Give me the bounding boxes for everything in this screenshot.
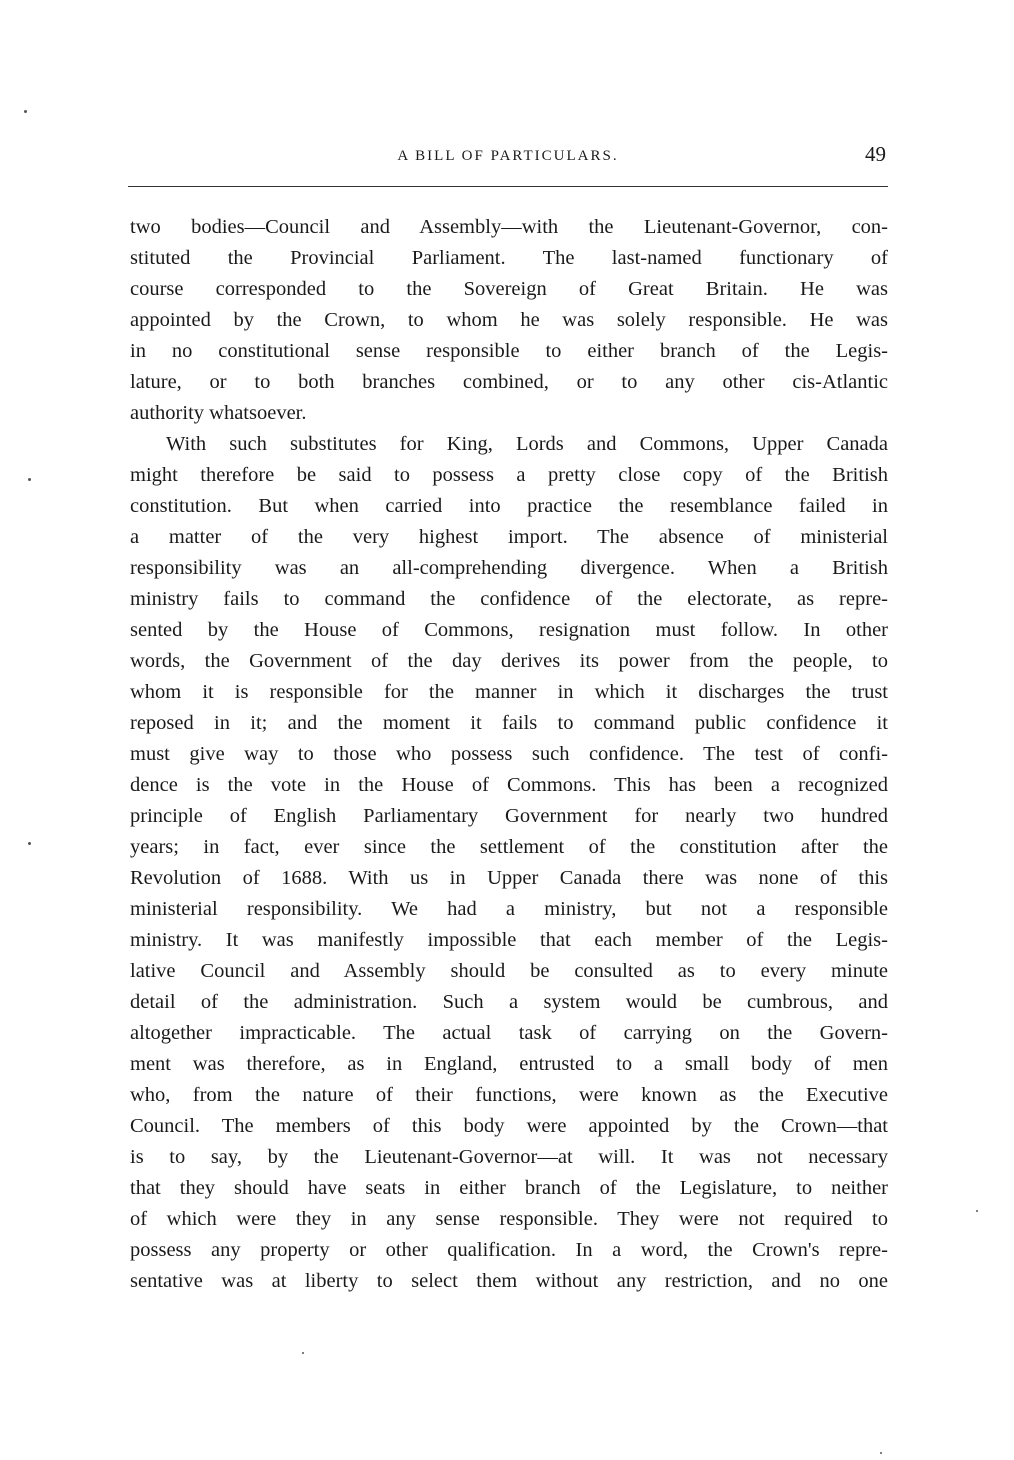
text-line: two bodies—Council and Assembly—with the Lieutenant-Governor, con- [130, 216, 888, 238]
text-line: is to say, by the Lieutenant-Governor—at will. It was not necessary [130, 1146, 888, 1168]
running-head [128, 142, 888, 172]
text-line: authority whatsoever. [130, 402, 307, 424]
text-line: ministry fails to command the confidence of the electorate, as repre- [130, 588, 888, 610]
header-rule [128, 186, 888, 187]
text-line: who, from the nature of their functions, were known as the Executive [130, 1084, 888, 1106]
text-line: ministry. It was manifestly impossible that each member of the Legis- [130, 929, 888, 951]
scan-speck [28, 478, 31, 481]
text-line: Council. The members of this body were appointed by the Crown—that [130, 1115, 888, 1137]
text-line: altogether impracticable. The actual task of carrying on the Govern- [130, 1022, 888, 1044]
scan-speck [28, 842, 31, 845]
text-line: ministerial responsibility. We had a ministry, but not a responsible [130, 898, 888, 920]
text-line: whom it is responsible for the manner in which it discharges the trust [130, 681, 888, 703]
paragraph-2 [130, 429, 888, 1297]
text-line: a matter of the very highest import. The absence of ministerial [130, 526, 888, 548]
text-line: of which were they in any sense responsible. They were not required to [130, 1208, 888, 1230]
running-title: A BILL OF PARTICULARS. [397, 148, 619, 164]
scan-speck [976, 1210, 978, 1212]
text-line: must give way to those who possess such confidence. The test of confi- [130, 743, 888, 765]
text-line: ment was therefore, as in England, entrusted to a small body of men [130, 1053, 888, 1075]
text-line: words, the Government of the day derives its power from the people, to [130, 650, 888, 672]
text-line: possess any property or other qualification. In a word, the Crown's repre- [130, 1239, 888, 1261]
text-line: in no constitutional sense responsible to either branch of the Legis- [130, 340, 888, 362]
scan-speck [302, 1352, 304, 1354]
text-line: that they should have seats in either branch of the Legislature, to neither [130, 1177, 888, 1199]
text-line: appointed by the Crown, to whom he was solely responsible. He was [130, 309, 888, 331]
text-line: lature, or to both branches combined, or to any other cis-Atlantic [130, 371, 888, 393]
text-line: detail of the administration. Such a system would be cumbrous, and [130, 991, 888, 1013]
body-text [130, 212, 888, 1297]
text-line: With such substitutes for King, Lords and Commons, Upper Canada [166, 433, 888, 455]
text-line: constitution. But when carried into practice the resemblance failed in [130, 495, 888, 517]
text-line: course corresponded to the Sovereign of Great Britain. He was [130, 278, 888, 300]
text-line: sentative was at liberty to select them without any restriction, and no one [130, 1270, 888, 1292]
text-line: might therefore be said to possess a pretty close copy of the British [130, 464, 888, 486]
text-line: responsibility was an all-comprehending divergence. When a British [130, 557, 888, 579]
text-line: Revolution of 1688. With us in Upper Canada there was none of this [130, 867, 888, 889]
text-line: sented by the House of Commons, resignation must follow. In other [130, 619, 888, 641]
text-line: principle of English Parliamentary Government for nearly two hundred [130, 805, 888, 827]
text-line: lative Council and Assembly should be consulted as to every minute [130, 960, 888, 982]
scan-speck [24, 110, 27, 113]
paragraph-1 [130, 212, 888, 429]
text-line: dence is the vote in the House of Commons. This has been a recognized [130, 774, 888, 796]
text-line: reposed in it; and the moment it fails to command public confidence it [130, 712, 888, 734]
text-line: years; in fact, ever since the settlement of the constitution after the [130, 836, 888, 858]
text-line: stituted the Provincial Parliament. The last-named functionary of [130, 247, 888, 269]
scan-speck [880, 1452, 882, 1454]
page-number: 49 [865, 142, 886, 166]
